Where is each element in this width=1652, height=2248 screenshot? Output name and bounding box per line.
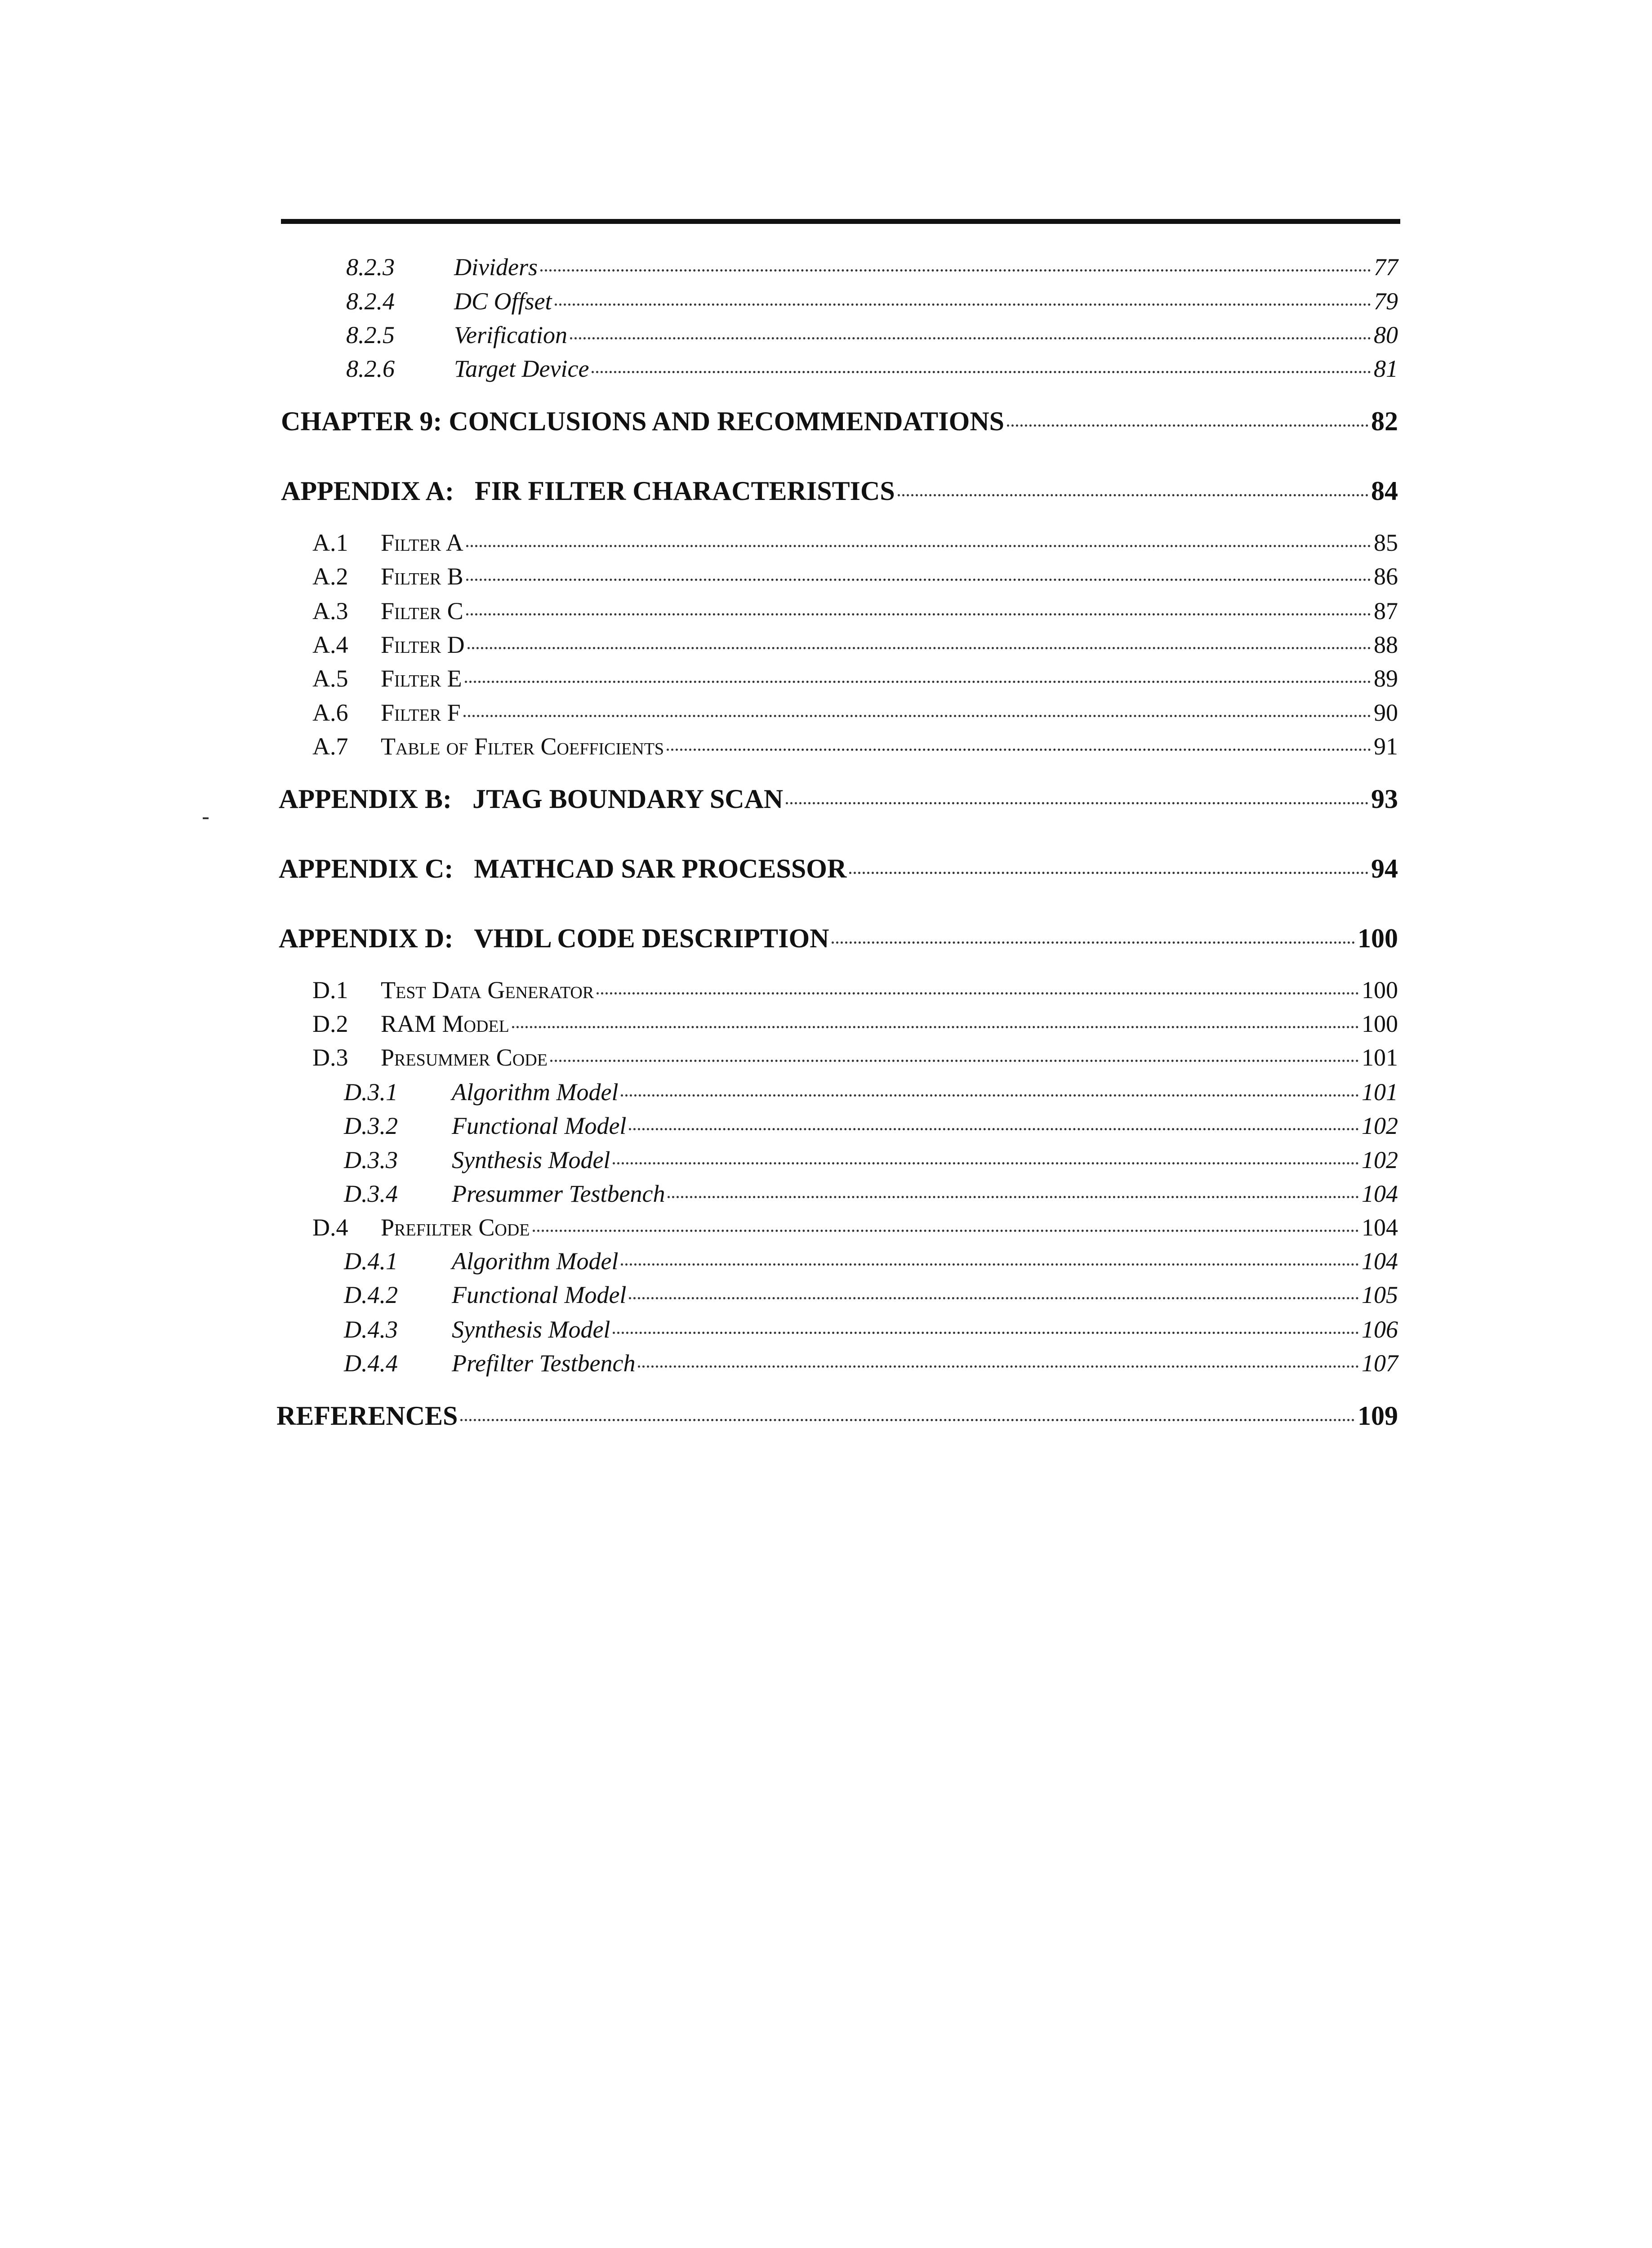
toc-entry-page: 101 [1362,1044,1398,1071]
toc-entry-title: Verification [454,321,567,348]
toc-entry-title: REFERENCES [276,1401,458,1431]
toc-dot-leader [512,1026,1359,1028]
toc-entry-page: 100 [1362,977,1398,1004]
toc-entry-page: 94 [1371,854,1398,883]
toc-entry-number: A.7 [312,733,348,760]
toc-entry-chapter-9[interactable] [281,405,1398,438]
toc-entry-title: Algorithm Model [452,1248,619,1275]
toc-entry-number: D.4.4 [344,1350,398,1377]
toc-entry-number: APPENDIX D: [279,923,454,953]
toc-entry-page: 85 [1374,529,1398,556]
toc-entry-number: D.3.3 [344,1146,398,1173]
toc-entry-references[interactable] [276,1399,1398,1433]
toc-entry-page: 80 [1374,321,1398,348]
toc-entry-page: 104 [1362,1248,1398,1275]
header-rule [281,219,1400,224]
toc-entry-title: DC Offset [454,288,552,315]
toc-entry-title: Prefilter Testbench [452,1350,636,1377]
toc-dot-leader [1007,424,1368,427]
toc-entry-title: Filter D [381,631,465,658]
toc-dot-leader [621,1263,1359,1266]
toc-dot-leader [465,681,1371,683]
toc-dot-leader [832,941,1355,944]
toc-dot-leader [592,371,1371,373]
toc-entry-title: Presummer Code [381,1044,548,1071]
toc-entry-page: 106 [1362,1316,1398,1343]
toc-entry-page: 100 [1358,923,1398,953]
toc-dot-leader [466,579,1371,581]
toc-entry-number: D.4.3 [344,1316,398,1343]
toc-dot-leader [468,647,1371,649]
toc-entry-title: Presummer Testbench [452,1180,665,1207]
toc-entry-number: APPENDIX A: [281,476,454,506]
toc-entry-number: D.3.2 [344,1112,398,1139]
toc-entry-number: D.3.1 [344,1079,398,1106]
toc-entry-d-3-4[interactable] [344,1177,1398,1211]
toc-entry-a-1[interactable] [312,526,1398,560]
toc-entry-a-6[interactable] [312,696,1398,730]
toc-entry-title: Synthesis Model [452,1146,610,1173]
toc-entry-page: 84 [1371,476,1398,506]
toc-entry-page: 89 [1374,665,1398,692]
toc-entry-title: Target Device [454,355,589,382]
toc-entry-8-2-6[interactable] [346,352,1398,386]
toc-entry-a-2[interactable] [312,560,1398,593]
toc-entry-page: 90 [1374,699,1398,726]
toc-dot-leader [629,1297,1359,1299]
toc-entry-title: CHAPTER 9: CONCLUSIONS AND RECOMMENDATIONS [281,406,1005,436]
toc-entry-page: 107 [1362,1350,1398,1377]
toc-entry-d-3-3[interactable] [344,1143,1398,1177]
toc-entry-page: 105 [1362,1281,1398,1308]
toc-entry-d-4-1[interactable] [344,1244,1398,1278]
toc-entry-title: FIR FILTER CHARACTERISTICS [475,476,895,506]
toc-entry-d-4[interactable] [312,1211,1398,1244]
toc-entry-title: Filter C [381,598,463,624]
toc-entry-d-4-2[interactable] [344,1278,1398,1312]
toc-entry-a-5[interactable] [312,662,1398,696]
toc-dot-leader [466,545,1371,547]
toc-entry-number: 8.2.3 [346,254,395,281]
toc-entry-d-2[interactable] [312,1007,1398,1041]
toc-entry-page: 91 [1374,733,1398,760]
toc-entry-title: Filter B [381,563,463,590]
toc-entry-title: Synthesis Model [452,1316,610,1343]
stray-mark [203,817,209,819]
toc-entry-number: D.1 [312,977,348,1004]
toc-dot-leader [629,1128,1359,1130]
toc-entry-number: A.5 [312,665,348,692]
toc-entry-d-1[interactable] [312,973,1398,1007]
toc-entry-page: 104 [1362,1180,1398,1207]
toc-entry-8-2-3[interactable] [346,250,1398,284]
toc-entry-title: RAM Model [381,1010,509,1037]
toc-entry-number: A.3 [312,598,348,624]
toc-entry-8-2-4[interactable] [346,285,1398,318]
toc-entry-number: 8.2.6 [346,355,395,382]
toc-entry-title: Algorithm Model [452,1079,619,1106]
toc-entry-number: A.2 [312,563,348,590]
toc-entry-title: JTAG BOUNDARY SCAN [472,784,784,814]
toc-entry-number: D.3.4 [344,1180,398,1207]
toc-dot-leader [533,1230,1359,1232]
toc-entry-page: 79 [1374,288,1398,315]
toc-entry-title: Filter A [381,529,463,556]
toc-entry-number: A.4 [312,631,348,658]
toc-entry-number: D.2 [312,1010,348,1037]
toc-entry-page: 88 [1374,631,1398,658]
toc-dot-leader [786,802,1368,804]
toc-entry-number: D.4 [312,1214,348,1241]
toc-dot-leader [540,269,1371,272]
toc-entry-number: APPENDIX B: [279,784,452,814]
toc-dot-leader [466,613,1371,616]
toc-entry-title: VHDL CODE DESCRIPTION [474,923,829,953]
toc-entry-number: A.6 [312,699,348,726]
toc-entry-title: MATHCAD SAR PROCESSOR [474,854,847,883]
toc-entry-number: D.4.1 [344,1248,398,1275]
toc-entry-page: 102 [1362,1146,1398,1173]
toc-entry-d-3[interactable] [312,1041,1398,1075]
toc-entry-number: 8.2.5 [346,321,395,348]
toc-entry-a-3[interactable] [312,594,1398,628]
toc-entry-page: 100 [1362,1010,1398,1037]
toc-entry-d-4-3[interactable] [344,1313,1398,1347]
toc-entry-number: D.3 [312,1044,348,1071]
toc-entry-a-4[interactable] [312,628,1398,662]
toc-dot-leader [597,992,1359,995]
toc-entry-d-3-1[interactable] [344,1075,1398,1109]
toc-entry-appendix-b[interactable] [279,782,1398,816]
toc-entry-page: 109 [1358,1401,1398,1431]
toc-dot-leader [550,1060,1359,1062]
toc-entry-title: Functional Model [452,1281,627,1308]
toc-entry-page: 77 [1374,254,1398,281]
toc-entry-title: Prefilter Code [381,1214,530,1241]
toc-entry-page: 101 [1362,1079,1398,1106]
toc-entry-page: 86 [1374,563,1398,590]
toc-entry-page: 87 [1374,598,1398,624]
toc-entry-title: Test Data Generator [381,977,594,1004]
toc-entry-title: Table of Filter Coefficients [381,733,664,760]
toc-dot-leader [668,1196,1359,1198]
toc-dot-leader [463,715,1371,717]
toc-entry-number: D.4.2 [344,1281,398,1308]
toc-entry-page: 93 [1371,784,1398,814]
toc-dot-leader [570,337,1371,339]
toc-entry-d-4-4[interactable] [344,1347,1398,1380]
toc-entry-8-2-5[interactable] [346,318,1398,352]
toc-dot-leader [667,749,1371,751]
toc-entry-number: APPENDIX C: [279,854,454,883]
toc-entry-page: 81 [1374,355,1398,382]
toc-dot-leader [638,1365,1359,1368]
toc-entry-appendix-a[interactable] [281,474,1398,508]
toc-entry-page: 102 [1362,1112,1398,1139]
toc-entry-page: 104 [1362,1214,1398,1241]
toc-dot-leader [621,1094,1359,1097]
toc-dot-leader [613,1332,1359,1334]
toc-dot-leader [898,494,1368,496]
toc-dot-leader [555,303,1371,306]
toc-entry-page: 82 [1371,406,1398,436]
toc-dot-leader [460,1419,1355,1421]
toc-entry-title: Filter F [381,699,461,726]
toc-dot-leader [849,872,1368,874]
toc-entry-title: Filter E [381,665,462,692]
toc-entry-title: Functional Model [452,1112,627,1139]
toc-entry-d-3-2[interactable] [344,1109,1398,1143]
toc-entry-title: Dividers [454,254,538,281]
toc-entry-number: A.1 [312,529,348,556]
toc-entry-a-7[interactable] [312,730,1398,763]
toc-entry-number: 8.2.4 [346,288,395,315]
toc-entry-appendix-c[interactable] [279,852,1398,886]
toc-entry-appendix-d[interactable] [279,922,1398,955]
toc-dot-leader [613,1162,1359,1164]
